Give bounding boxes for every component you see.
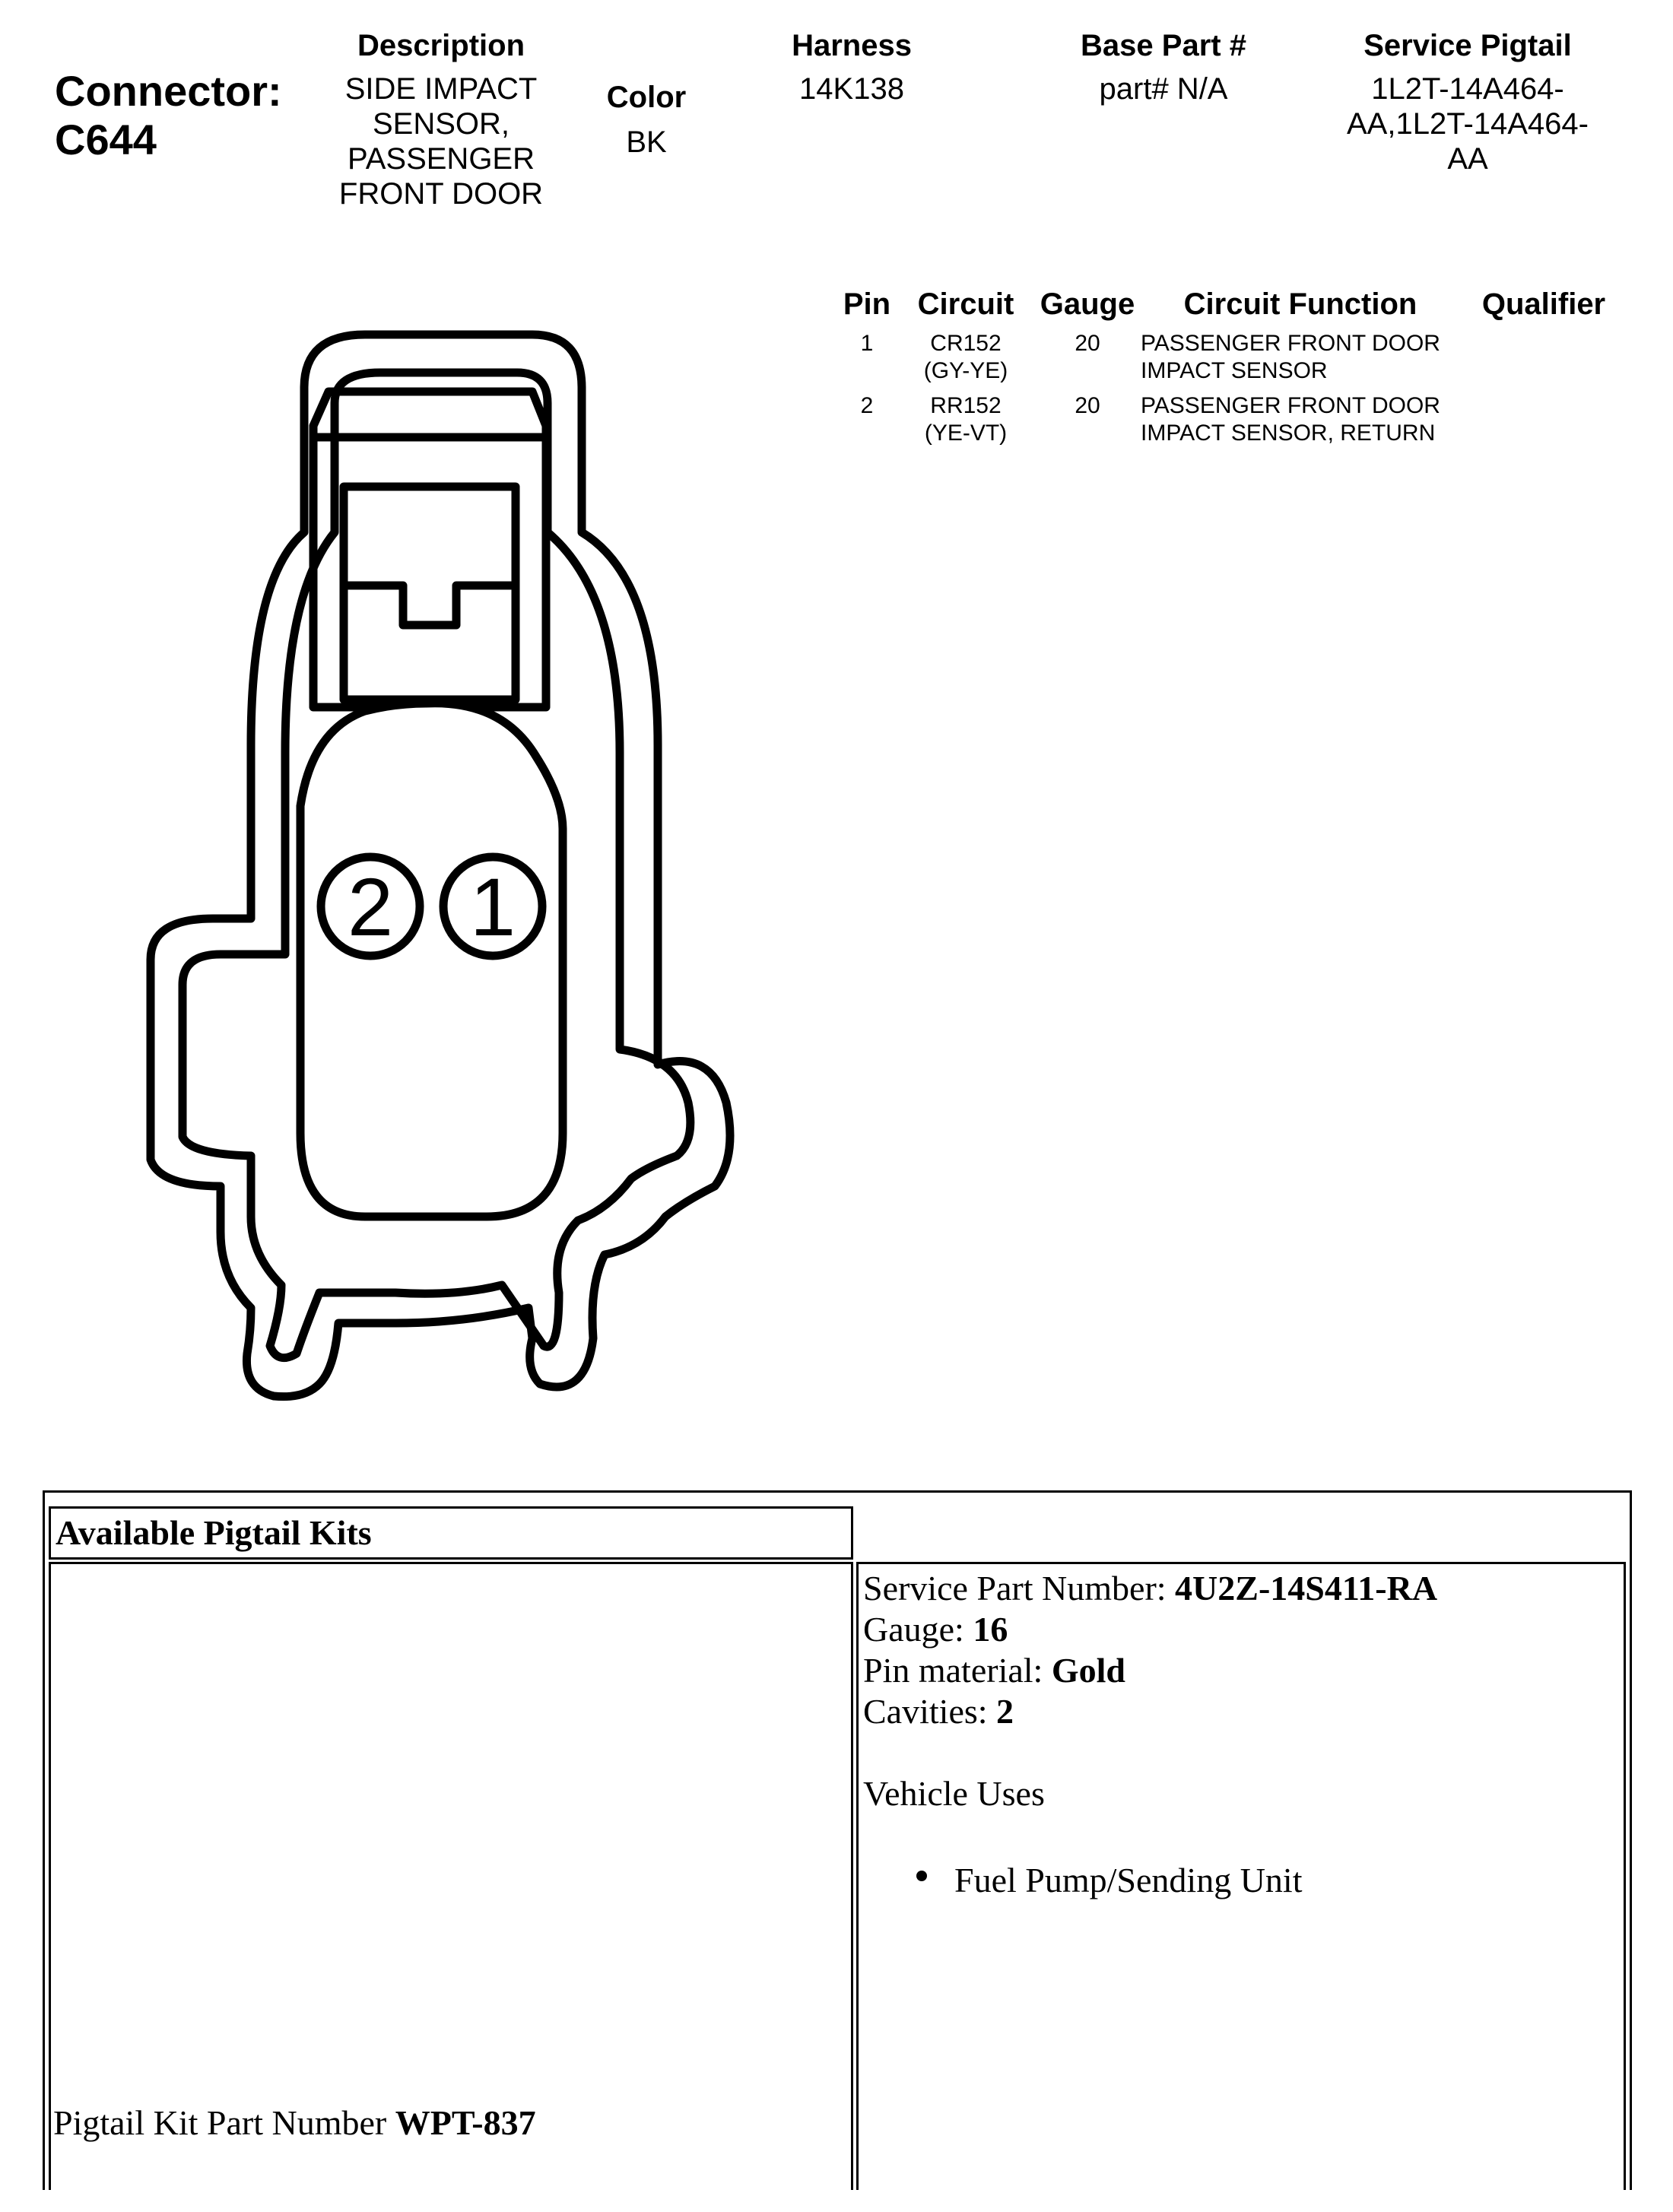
function-line: PASSENGER FRONT DOOR	[1141, 393, 1440, 418]
function-line: IMPACT SENSOR, RETURN	[1141, 421, 1436, 446]
bullet-icon	[916, 1871, 927, 1881]
circuit-color: (YE-VT)	[924, 421, 1008, 446]
table-row	[836, 330, 1665, 391]
circuit-function	[1141, 330, 1475, 385]
col-function-header: Circuit Function	[1183, 287, 1417, 321]
description-line: SIDE IMPACT	[344, 72, 538, 106]
latch-notch	[344, 586, 516, 625]
harness-header: Harness	[792, 29, 912, 62]
cavities-line	[863, 1691, 1437, 1732]
cavities-label: Cavities:	[863, 1692, 997, 1731]
latch-window	[344, 487, 516, 700]
circuit	[913, 330, 1019, 385]
pin-2-label: 2	[347, 861, 394, 953]
connector-label: Connector:	[55, 67, 282, 115]
pigtail-kit-line	[53, 2102, 536, 2144]
base-part-header: Base Part #	[1081, 29, 1246, 62]
color-header: Color	[606, 81, 687, 114]
pigtail-title: Available Pigtail Kits	[56, 1513, 372, 1552]
description-line: FRONT DOOR	[338, 177, 544, 211]
pin-1-label: 1	[469, 861, 516, 953]
connector-face-diagram	[0, 0, 836, 1445]
circuit	[913, 392, 1019, 447]
pin-material-value: Gold	[1051, 1651, 1125, 1690]
circuit-color: (GY-YE)	[923, 358, 1008, 383]
list-item	[863, 1860, 1437, 1901]
vehicle-uses-label: Vehicle Uses	[863, 1774, 1045, 1813]
col-gauge-header: Gauge	[1040, 287, 1135, 321]
gauge-line	[863, 1609, 1437, 1650]
circuit-id: RR152	[930, 393, 1002, 418]
gauge-value: 16	[973, 1610, 1008, 1649]
col-circuit-header: Circuit	[917, 287, 1014, 321]
connector-id: C644	[55, 116, 157, 163]
col-qualifier-header: Qualifier	[1481, 287, 1606, 321]
pin-number: 2	[860, 393, 874, 418]
description-header: Description	[357, 29, 525, 62]
pigtail-title-cell	[49, 1506, 853, 1560]
base-part-value: part# N/A	[1099, 72, 1228, 106]
description-line: SENSOR,	[372, 107, 510, 141]
gauge: 20	[1075, 331, 1100, 356]
pin-number: 1	[860, 331, 874, 356]
circuit-function	[1141, 392, 1475, 447]
cavities-value: 2	[996, 1692, 1014, 1731]
service-part-line	[863, 1568, 1437, 1609]
harness-value: 14K138	[799, 72, 904, 106]
service-part-value: 4U2Z-14S411-RA	[1175, 1569, 1438, 1607]
service-pigtail-header: Service Pigtail	[1363, 29, 1572, 62]
pigtail-kit-label: Pigtail Kit Part Number	[53, 2103, 395, 2142]
gauge: 20	[1075, 393, 1100, 418]
col-pin-header: Pin	[843, 287, 891, 321]
circuit-id: CR152	[930, 331, 1002, 356]
pigtail-details	[863, 1568, 1437, 1901]
vehicle-use: Fuel Pump/Sending Unit	[954, 1861, 1303, 1899]
vehicle-uses-list	[863, 1860, 1437, 1901]
gauge-label: Gauge:	[863, 1610, 973, 1649]
table-row	[836, 392, 1665, 453]
pigtail-kit-cell	[49, 1562, 853, 2190]
service-pigtail-line: AA	[1447, 142, 1488, 176]
service-pigtail-line: AA,1L2T-14A464-	[1347, 107, 1589, 141]
pin-cavity-body	[300, 703, 563, 1217]
pigtail-kit-number: WPT-837	[395, 2103, 536, 2142]
pin-table	[836, 286, 1665, 476]
service-part-label: Service Part Number:	[863, 1569, 1176, 1607]
service-pigtail-line: 1L2T-14A464-	[1371, 72, 1564, 106]
color-value: BK	[626, 125, 667, 159]
description-line: PASSENGER	[348, 142, 535, 176]
service-pigtail-value	[1316, 71, 1620, 176]
function-line: PASSENGER FRONT DOOR	[1141, 331, 1440, 356]
pin-material-label: Pin material:	[863, 1651, 1052, 1690]
pin-material-line	[863, 1650, 1437, 1691]
function-line: IMPACT SENSOR	[1141, 358, 1328, 383]
